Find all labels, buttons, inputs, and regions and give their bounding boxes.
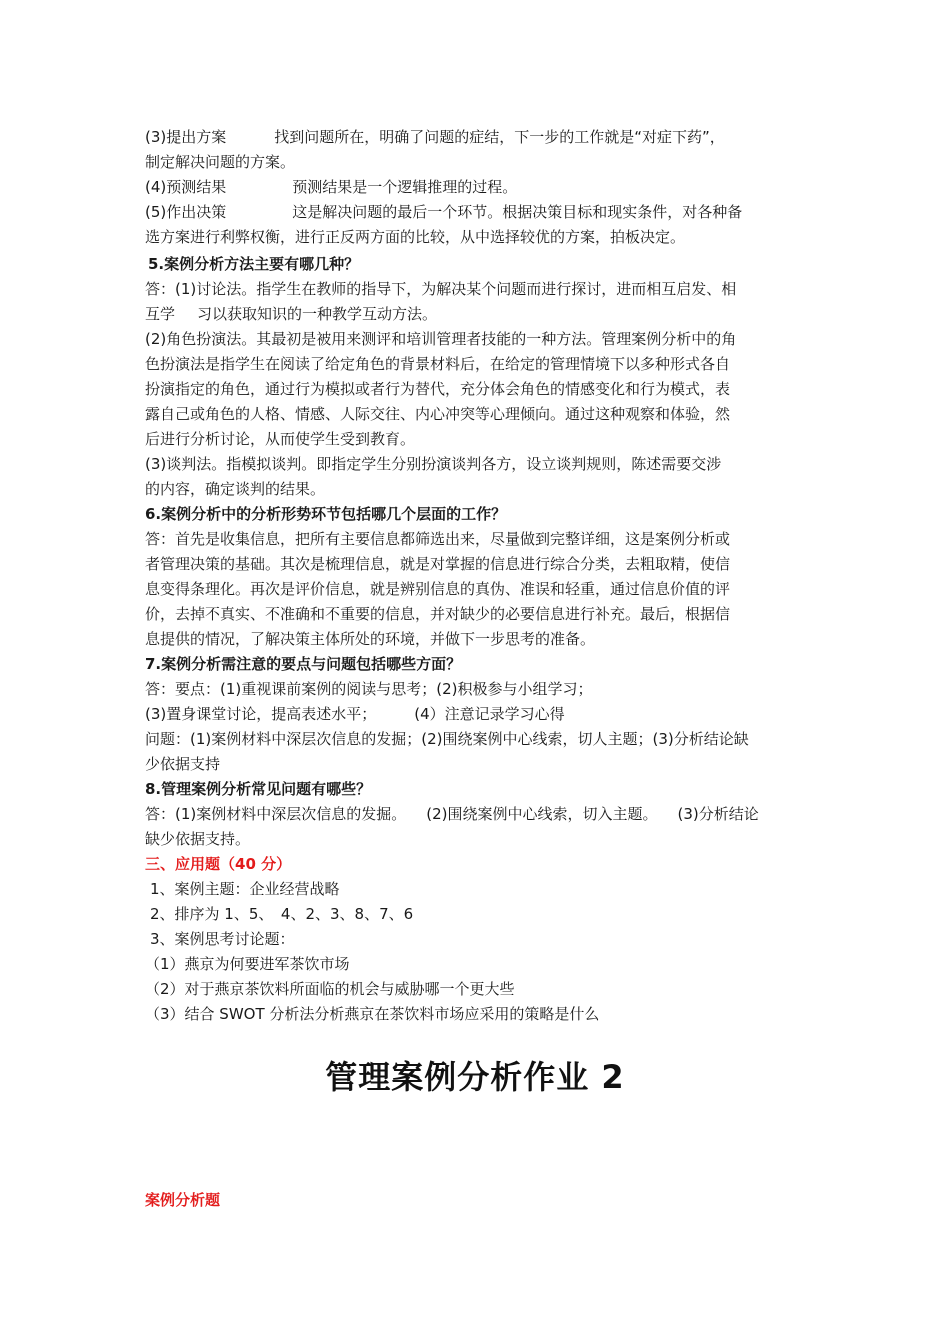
text-line [145,302,437,326]
text-line: (3)谈判法。指模拟谈判。即指定学生分别扮演谈判各方，设立谈判规则，陈述需要交涉 [145,455,722,473]
step-label: (3)提出方案 [145,128,227,146]
list-item: （3）结合 SWOT 分析法分析燕京在茶饮料市场应采用的策略是什么 [145,1005,600,1023]
section-heading-applied: 三、应用题（40 分） [145,855,292,873]
list-item: （2）对于燕京茶饮料所面临的机会与威胁哪一个更大些 [145,980,515,998]
text-line: 答：首先是收集信息，把所有主要信息都筛选出来，尽量做到完整详细，这是案例分析或 [145,530,731,548]
text-line: (2)角色扮演法。其最初是被用来测评和培训管理者技能的一种方法。管理案例分析中的角 [145,330,737,348]
text-line: 答：要点：(1)重视课前案例的阅读与思考；(2)积极参与小组学习； [145,680,593,698]
text-line: 息提供的情况，了解决策主体所处的环境，并做下一步思考的准备。 [145,630,596,648]
text-line: 选方案进行利弊权衡，进行正反两方面的比较，从中选择较优的方案，拍板决定。 [145,228,686,246]
text-line: 者管理决策的基础。其次是梳理信息，就是对掌握的信息进行综合分类，去粗取精，使信 [145,555,731,573]
text-line: 后进行分析讨论，从而使学生受到教育。 [145,430,416,448]
text-fragment: 习以获取知识的一种教学互动方法。 [197,305,438,323]
text-line: 色扮演法是指学生在阅读了给定角色的背景材料后，在给定的管理情境下以多种形式各自 [145,355,731,373]
text-fragment: 互学 [145,305,176,323]
text-line [145,175,517,199]
text-line: 少依据支持 [145,755,221,773]
list-item: 1、案例主题：企业经营战略 [150,880,340,898]
text-line [145,702,565,726]
text-fragment: (3)分析结论 [677,805,759,823]
step-desc: 预测结果是一个逻辑推理的过程。 [292,178,518,196]
step-desc: 这是解决问题的最后一个环节。根据决策目标和现实条件，对各种备 [292,203,743,221]
text-line: 息变得条理化。再次是评价信息，就是辨别信息的真伪、准误和轻重，通过信息价值的评 [145,580,731,598]
text-line [145,125,725,149]
text-fragment: (3)置身课堂讨论，提高表述水平； [145,705,377,723]
step-label: (5)作出决策 [145,203,227,221]
text-line: 价，去掉不真实、不准确和不重要的信息，并对缺少的必要信息进行补充。最后，根据信 [145,605,731,623]
step-label: (4)预测结果 [145,178,227,196]
text-fragment: (2)围绕案例中心线索，切入主题。 [426,805,658,823]
step-desc: 找到问题所在，明确了问题的症结，下一步的工作就是“对症下药”， [274,128,725,146]
text-fragment: 答：(1)案例材料中深层次信息的发掘。 [145,805,407,823]
text-line: 答：(1)讨论法。指学生在教师的指导下，为解决某个问题而进行探讨，进而相互启发、相 [145,280,737,298]
list-item: 3、案例思考讨论题： [150,930,295,948]
text-line: 缺少依据支持。 [145,830,251,848]
question-heading: 8.管理案例分析常见问题有哪些？ [145,780,372,798]
text-fragment: (4）注意记录学习心得 [414,705,565,723]
list-item: （1）燕京为何要进军茶饮市场 [145,955,350,973]
text-line: 露自己或角色的人格、情感、人际交往、内心冲突等心理倾向。通过这种观察和体验，然 [145,405,731,423]
question-heading: 7.案例分析需注意的要点与问题包括哪些方面？ [145,655,462,673]
document-title: 管理案例分析作业 2 [325,1058,625,1096]
text-line: 扮演指定的角色，通过行为模拟或者行为替代，充分体会角色的情感变化和行为模式，表 [145,380,731,398]
text-line [145,200,742,224]
section-heading-case: 案例分析题 [145,1191,221,1209]
text-line: 问题：(1)案例材料中深层次信息的发掘；(2)围绕案例中心线索，切人主题；(3)分析结论缺 [145,730,749,748]
text-line: 制定解决问题的方案。 [145,153,296,171]
question-heading: 6.案例分析中的分析形势环节包括哪几个层面的工作？ [145,505,507,523]
text-line: 的内容，确定谈判的结果。 [145,480,326,498]
list-item: 2、排序为 1、5、 4、2、3、8、7、6 [150,905,414,923]
text-line [145,802,759,826]
question-heading: 5.案例分析方法主要有哪几种？ [148,255,360,273]
